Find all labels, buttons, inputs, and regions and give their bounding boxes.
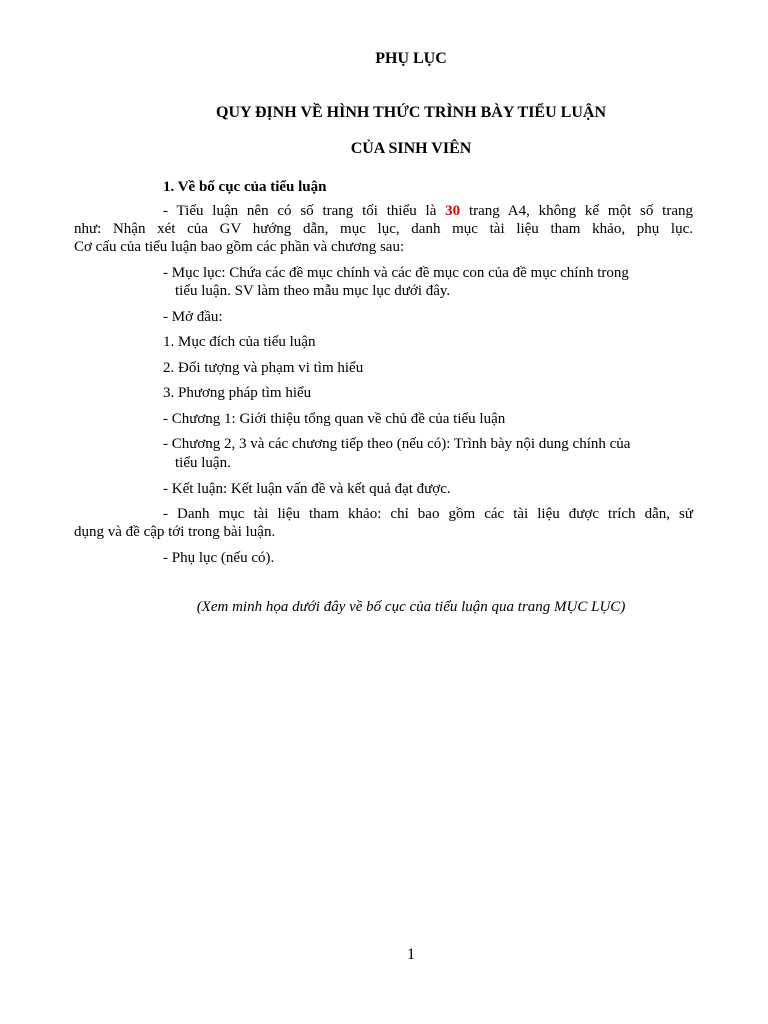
intro-line1-after: trang A4, không kể một số trang <box>460 203 693 219</box>
references-line1: - Danh mục tài liệu tham khảo: chỉ bao gồm các tài liệu được trích dẫn, sử <box>163 506 693 522</box>
main-title-line2: CỦA SINH VIÊN <box>350 140 472 157</box>
list-item-purpose: 1. Mục đích của tiểu luận <box>163 334 316 350</box>
appendix-title: PHỤ LỤC <box>375 50 447 67</box>
illustration-note: (Xem minh họa dưới đây về bố cục của tiểu luận qua trang MỤC LỤC) <box>196 599 626 615</box>
intro-section-label: - Mở đầu: <box>163 309 223 325</box>
minimum-pages-highlight: 30 <box>445 203 461 219</box>
intro-line2: như: Nhận xét của GV hướng dẫn, mục lục, danh mục tài liệu tham khảo, phụ lục. <box>74 221 693 237</box>
chapter1-line: - Chương 1: Giới thiệu tổng quan về chủ đề của tiểu luận <box>163 411 506 427</box>
list-item-method: 3. Phương pháp tìm hiểu <box>163 385 312 401</box>
chapter2-line2: tiểu luận. <box>175 455 231 471</box>
intro-line1-before: - Tiểu luận nên có số trang tối thiểu là <box>163 203 446 219</box>
section-heading: 1. Về bố cục của tiểu luận <box>163 179 327 195</box>
references-line2: dụng và đề cập tới trong bài luận. <box>74 524 276 540</box>
chapter2-line1: - Chương 2, 3 và các chương tiếp theo (nếu có): Trình bày nội dung chính của <box>163 436 631 452</box>
toc-line2: tiểu luận. SV làm theo mẫu mục lục dưới đây. <box>175 283 451 299</box>
appendix-line: - Phụ lục (nếu có). <box>163 550 275 566</box>
intro-line3: Cơ cấu của tiểu luận bao gồm các phần và chương sau: <box>74 239 405 255</box>
conclusion-line: - Kết luận: Kết luận vấn đề và kết quả đạt được. <box>163 481 451 497</box>
toc-line1: - Mục lục: Chứa các đề mục chính và các đề mục con của đề mục chính trong <box>163 265 629 281</box>
page-number: 1 <box>407 946 415 963</box>
intro-line1 <box>163 202 693 221</box>
main-title-line1: QUY ĐỊNH VỀ HÌNH THỨC TRÌNH BÀY TIỂU LUẬN <box>216 104 606 121</box>
list-item-scope: 2. Đối tượng và phạm vi tìm hiểu <box>163 360 364 376</box>
